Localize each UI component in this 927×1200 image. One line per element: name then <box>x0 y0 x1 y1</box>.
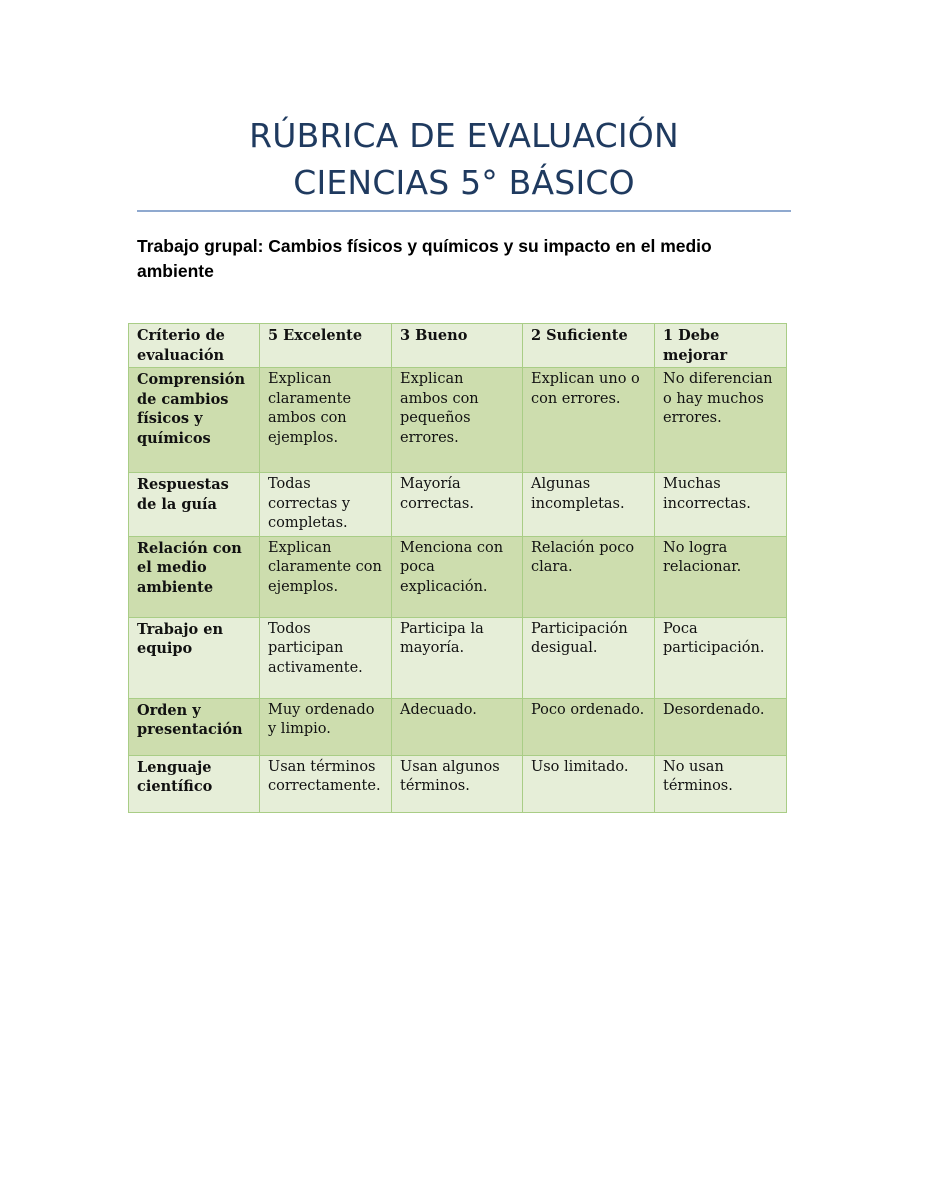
table-cell: Poca participación. <box>655 617 787 698</box>
header-criterion: Críterio de evaluación <box>129 324 260 368</box>
table-cell: Muchas incorrectas. <box>655 473 787 537</box>
title-divider <box>137 210 791 212</box>
table-cell: Desordenado. <box>655 698 787 755</box>
table-cell: Usan algunos términos. <box>392 755 523 812</box>
table-cell: Mayoría correctas. <box>392 473 523 537</box>
table-cell: No usan términos. <box>655 755 787 812</box>
header-suficiente: 2 Suficiente <box>523 324 655 368</box>
criterion-cell: Lenguaje científico <box>129 755 260 812</box>
table-row <box>129 473 787 537</box>
criterion-cell: Trabajo en equipo <box>129 617 260 698</box>
table-cell: Participación desigual. <box>523 617 655 698</box>
table-row <box>129 698 787 755</box>
document-title <box>137 112 791 206</box>
table-cell: Explican ambos con pequeños errores. <box>392 368 523 473</box>
table-header-row <box>129 324 787 368</box>
table-cell: Todos participan activamente. <box>260 617 392 698</box>
header-bueno: 3 Bueno <box>392 324 523 368</box>
title-line-2: CIENCIAS 5° BÁSICO <box>293 163 635 202</box>
table-cell: Uso limitado. <box>523 755 655 812</box>
table-cell: Todas correctas y completas. <box>260 473 392 537</box>
table-cell: Poco ordenado. <box>523 698 655 755</box>
header-excelente: 5 Excelente <box>260 324 392 368</box>
table-cell: No logra relacionar. <box>655 536 787 617</box>
table-cell: Muy ordenado y limpio. <box>260 698 392 755</box>
table-row <box>129 755 787 812</box>
criterion-cell: Relación con el medio ambiente <box>129 536 260 617</box>
table-cell: Explican claramente con ejemplos. <box>260 536 392 617</box>
table-cell: Explican claramente ambos con ejemplos. <box>260 368 392 473</box>
table-cell: Participa la mayoría. <box>392 617 523 698</box>
document-subtitle: Trabajo grupal: Cambios físicos y químicos y su impacto en el medio ambiente <box>137 236 712 281</box>
rubric-table <box>128 323 787 813</box>
table-cell: No diferencian o hay muchos errores. <box>655 368 787 473</box>
table-cell: Explican uno o con errores. <box>523 368 655 473</box>
criterion-cell: Respuestas de la guía <box>129 473 260 537</box>
header-mejorar: 1 Debe mejorar <box>655 324 787 368</box>
table-row <box>129 617 787 698</box>
table-cell: Usan términos correctamente. <box>260 755 392 812</box>
table-cell: Algunas incompletas. <box>523 473 655 537</box>
table-cell: Adecuado. <box>392 698 523 755</box>
table-cell: Menciona con poca explicación. <box>392 536 523 617</box>
title-line-1: RÚBRICA DE EVALUACIÓN <box>249 116 679 155</box>
criterion-cell: Comprensión de cambios físicos y químicos <box>129 368 260 473</box>
table-row <box>129 368 787 473</box>
criterion-cell: Orden y presentación <box>129 698 260 755</box>
table-row <box>129 536 787 617</box>
table-cell: Relación poco clara. <box>523 536 655 617</box>
